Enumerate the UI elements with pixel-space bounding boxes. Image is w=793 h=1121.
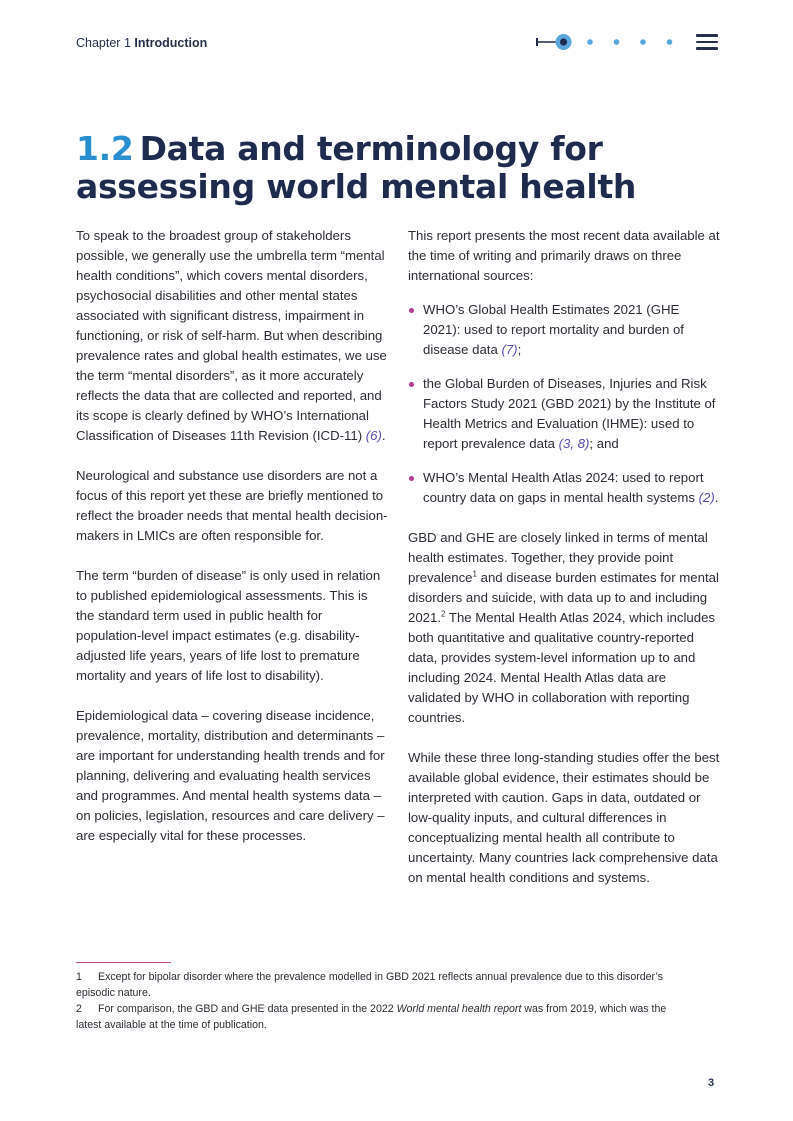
chapter-label: Chapter 1 — [76, 36, 131, 50]
chapter-progress-nav — [532, 33, 682, 51]
paragraph-text: The Mental Health Atlas 2024, which includes both quantitative and qualitative country-reported data, provides system-level information up to and including 2024. Mental Health Atlas data are validated by WHO in collaboration with reporting countries. — [408, 610, 715, 725]
footnote-ref-1[interactable]: 1 — [472, 569, 477, 579]
chapter-name: Introduction — [134, 36, 208, 50]
page-number: 3 — [708, 1077, 715, 1089]
footnote-divider — [76, 962, 171, 963]
footnote-number: 2 — [76, 1003, 82, 1015]
nav-dot[interactable] — [587, 39, 593, 45]
footnote-ref-2[interactable]: 2 — [441, 609, 446, 619]
paragraph-gbd-ghe — [408, 528, 720, 728]
punctuation: . — [714, 490, 719, 505]
citation-link[interactable]: (6) — [365, 428, 382, 443]
left-column — [76, 226, 388, 866]
footnote-text: For comparison, the GBD and GHE data presented in the 2022 — [98, 1003, 397, 1015]
hamburger-menu-icon[interactable] — [696, 34, 718, 50]
section-title-text: Data and terminology for assessing world mental health — [76, 129, 637, 206]
paragraph-sources-intro: This report presents the most recent data available at the time of writing and primarily draws on three international sources: — [408, 228, 720, 283]
menu-bar — [696, 34, 718, 37]
paragraph-text: GBD and GHE are closely linked in terms of mental health estimates. Together, they provide point prevalence — [408, 530, 708, 585]
paragraph-burden-of-disease: The term “burden of disease” is only used in relation to published epidemiological assessments. This is the standard term used in public health for population-level impact estimates (e.g. disability-adjusted life years, years of life lost to premature mortality and years of life lost to disability). — [76, 568, 381, 683]
punctuation: . — [381, 428, 386, 443]
paragraph-text: To speak to the broadest group of stakeholders possible, we generally use the umbrella term “mental health conditions”, which covers mental disorders, psychosocial disabilities and other mental states associated with significant distress, impairment in functioning, or risk of self-harm. But when describing prevalence rates and global health estimates, we use the term “mental disorders”, as it more accurately reflects the data that are collected and reported, and its scope is clearly defined by WHO’s International Classification of Diseases 11th Revision (ICD-11) — [76, 228, 387, 443]
footnote-number: 1 — [76, 971, 82, 983]
citation-link[interactable]: (7) — [501, 342, 518, 357]
punctuation: ; and — [589, 436, 619, 451]
list-item-text: WHO’s Mental Health Atlas 2024: used to report country data on gaps in mental health systems — [423, 470, 704, 505]
right-column — [408, 226, 720, 908]
list-item-atlas — [408, 468, 720, 508]
section-heading — [76, 130, 696, 206]
citation-link[interactable]: (3, 8) — [558, 436, 590, 451]
nav-current-dot[interactable] — [560, 38, 567, 45]
footnote-text: Except for bipolar disorder where the prevalence modelled in GBD 2021 reflects annual prevalence due to this disorder’s episodic nature. — [76, 971, 663, 999]
list-item-text: the Global Burden of Diseases, Injuries and Risk Factors Study 2021 (GBD 2021) by the Institute of Health Metrics and Evaluation (IHME): used to report prevalence data — [423, 376, 716, 451]
footnote-1 — [76, 969, 676, 1001]
paragraph-terminology — [76, 226, 388, 446]
list-item-text: WHO’s Global Health Estimates 2021 (GHE 2021): used to report mortality and burden of disease data — [423, 302, 684, 357]
footnote-2 — [76, 1001, 676, 1033]
sources-list — [408, 300, 720, 508]
footnotes — [76, 969, 676, 1033]
paragraph-neurological: Neurological and substance use disorders are not a focus of this report yet these are briefly mentioned to reflect the broader needs that mental health decision-makers in LMICs are often responsible for. — [76, 468, 388, 543]
list-item-ghe — [408, 300, 720, 360]
nav-dot[interactable] — [667, 39, 673, 45]
paragraph-text: and disease burden estimates for mental disorders and suicide, with data up to and including 2021. — [408, 570, 719, 625]
citation-link[interactable]: (2) — [698, 490, 715, 505]
nav-dot[interactable] — [640, 39, 646, 45]
menu-bar — [696, 41, 718, 44]
section-number: 1.2 — [76, 129, 134, 168]
paragraph-caution: While these three long-standing studies offer the best available global evidence, their estimates should be interpreted with caution. Gaps in data, outdated or low-quality inputs, and cultural differences in conceptualizing mental health all contribute to uncertainty. Many countries lack comprehensive data on mental health conditions and systems. — [408, 750, 720, 885]
nav-dot[interactable] — [614, 39, 620, 45]
chapter-breadcrumb — [76, 36, 207, 50]
footnote-text: was from 2019, which was the latest available at the time of publication. — [76, 1003, 667, 1031]
report-title: World mental health report — [396, 1003, 522, 1015]
paragraph-epidemiological-data: Epidemiological data – covering disease incidence, prevalence, mortality, distribution and determinants – are important for understanding health trends and for planning, delivering and evaluating health services and programmes. And mental health systems data – on policies, legislation, resources and care delivery – are especially vital for these processes. — [76, 708, 385, 843]
menu-bar — [696, 47, 718, 50]
list-item-gbd — [408, 374, 720, 454]
punctuation: ; — [517, 342, 522, 357]
